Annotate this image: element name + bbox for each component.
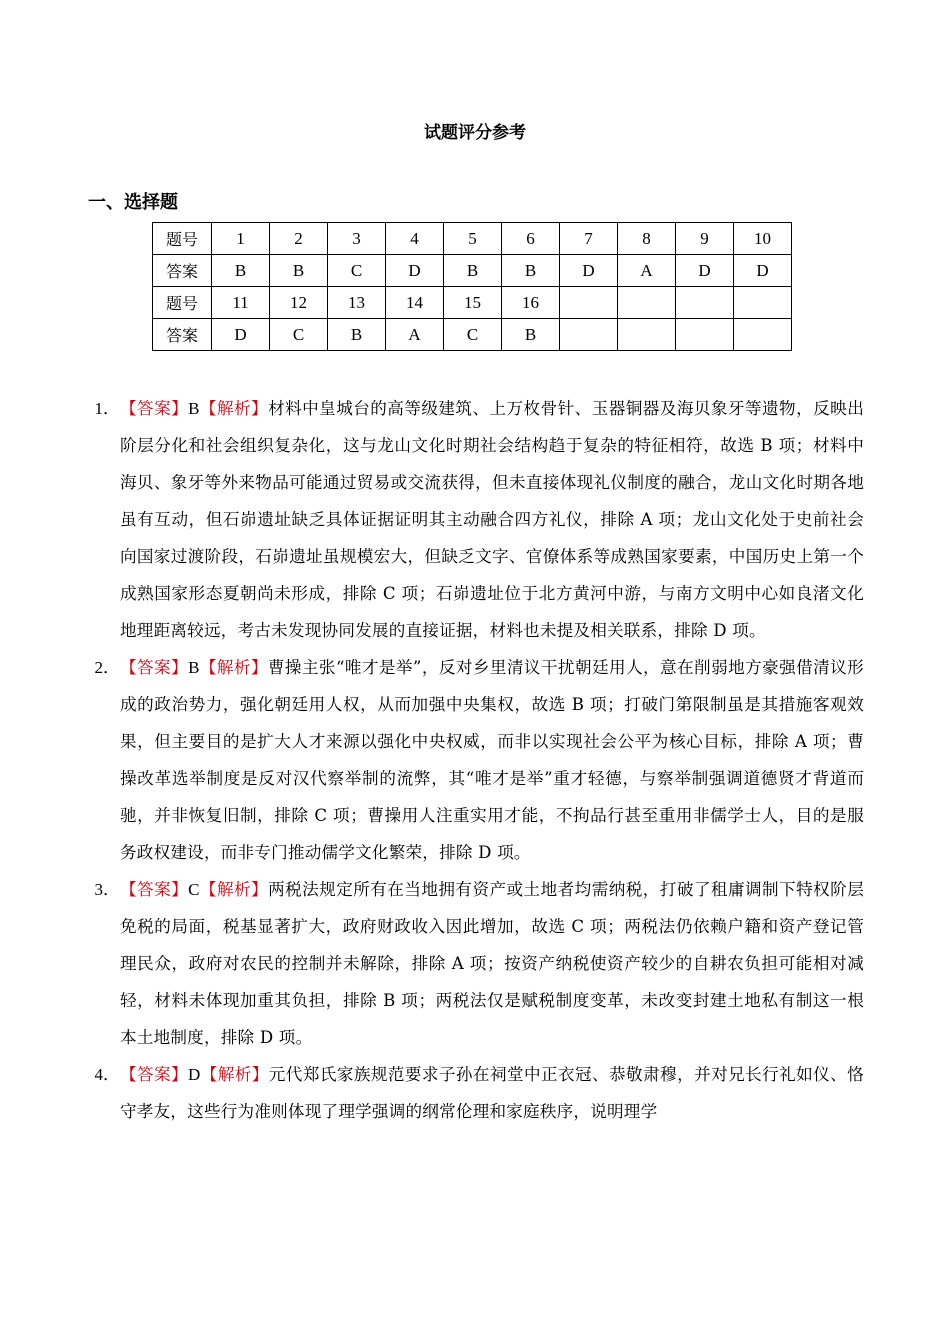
table-cell: 13 bbox=[328, 287, 386, 319]
table-cell: 3 bbox=[328, 223, 386, 255]
row-label: 题号 bbox=[153, 287, 212, 319]
table-cell: D bbox=[734, 255, 792, 287]
table-cell: 11 bbox=[212, 287, 270, 319]
row-label: 答案 bbox=[153, 255, 212, 287]
table-row bbox=[153, 287, 792, 319]
table-cell: C bbox=[328, 255, 386, 287]
analysis-tag: 【解析】 bbox=[199, 399, 269, 418]
table-cell bbox=[618, 287, 676, 319]
answer-letter: C bbox=[188, 880, 200, 899]
table-cell bbox=[734, 287, 792, 319]
page-title: 试题评分参考 bbox=[424, 123, 526, 143]
answer-letter: D bbox=[188, 1065, 201, 1084]
table-cell: D bbox=[386, 255, 444, 287]
table-cell: 4 bbox=[386, 223, 444, 255]
table-cell: D bbox=[676, 255, 734, 287]
table-cell: 14 bbox=[386, 287, 444, 319]
table-cell: B bbox=[502, 255, 560, 287]
table-cell: C bbox=[270, 319, 328, 351]
table-cell: B bbox=[270, 255, 328, 287]
answer-tag: 【答案】 bbox=[120, 399, 189, 418]
table-cell bbox=[676, 319, 734, 351]
row-label: 题号 bbox=[153, 223, 212, 255]
analysis-tag: 【解析】 bbox=[200, 1065, 269, 1084]
analysis-text: 曹操主张“唯才是举”，反对乡里清议干扰朝廷用人，意在削弱地方豪强借清议形成的政治势力，强化朝廷用人权，从而加强中央集权，故选 B 项；打破门第限制虽是其措施客观效果，但主要目的是扩大人才来源以强化中央权威，而非以实现社会公平为核心目标，排除 A 项；曹操改革选举制度是反对汉代察举制的流弊，其“唯才是举”重才轻德，与察举制强调道德贤才背道而驰，并非恢复旧制，排除 C 项；曹操用人注重实用才能，不拘品行甚至重用非儒学士人，目的是服务政权建设，而非专门推动儒学文化繁荣，排除 D 项。 bbox=[120, 658, 864, 862]
explanation-list bbox=[88, 390, 864, 1130]
table-cell: 5 bbox=[444, 223, 502, 255]
answer-tag: 【答案】 bbox=[120, 880, 189, 899]
analysis-tag: 【解析】 bbox=[199, 880, 269, 899]
table-cell: A bbox=[618, 255, 676, 287]
list-item bbox=[88, 1056, 864, 1130]
table-cell: 12 bbox=[270, 287, 328, 319]
table-cell bbox=[560, 319, 618, 351]
section-heading: 一、选择题 bbox=[88, 192, 178, 213]
list-item bbox=[88, 649, 864, 871]
table-row bbox=[153, 223, 792, 255]
item-body bbox=[120, 390, 864, 649]
list-item bbox=[88, 390, 864, 649]
answer-letter: B bbox=[188, 658, 200, 677]
table-cell: B bbox=[444, 255, 502, 287]
table-cell: 1 bbox=[212, 223, 270, 255]
table-cell: 2 bbox=[270, 223, 328, 255]
analysis-tag: 【解析】 bbox=[199, 658, 268, 677]
analysis-text: 材料中皇城台的高等级建筑、上万枚骨针、玉器铜器及海贝象牙等遗物，反映出阶层分化和社会组织复杂化，这与龙山文化时期社会结构趋于复杂的特征相符，故选 B 项；材料中海贝、象牙等外来物品可能通过贸易或交流获得，但未直接体现礼仪制度的融合，龙山文化时期各地虽有互动，但石峁遗址缺乏具体证据证明其主动融合四方礼仪，排除 A 项；龙山文化处于史前社会向国家过渡阶段，石峁遗址虽规模宏大，但缺乏文字、官僚体系等成熟国家要素，中国历史上第一个成熟国家形态夏朝尚未形成，排除 C 项；石峁遗址位于北方黄河中游，与南方文明中心如良渚文化地理距离较远，考古未发现协同发展的直接证据，材料也未提及相关联系，排除 D 项。 bbox=[120, 399, 864, 640]
item-number: 4． bbox=[94, 1065, 120, 1084]
table-cell: C bbox=[444, 319, 502, 351]
answer-tag: 【答案】 bbox=[120, 658, 189, 677]
answer-tag: 【答案】 bbox=[120, 1065, 189, 1084]
analysis-text: 两税法规定所有在当地拥有资产或土地者均需纳税，打破了租庸调制下特权阶层免税的局面，税基显著扩大，政府财政收入因此增加，故选 C 项；两税法仍依赖户籍和资产登记管理民众，政府对农民的控制并未解除，排除 A 项；按资产纳税使资产较少的自耕农负担可能相对减轻，材料未体现加重其负担，排除 B 项；两税法仅是赋税制度变革，未改变封建土地私有制这一根本土地制度，排除 D 项。 bbox=[120, 880, 864, 1047]
table-cell: 7 bbox=[560, 223, 618, 255]
item-number: 3． bbox=[94, 880, 120, 899]
table-cell: B bbox=[212, 255, 270, 287]
table-row bbox=[153, 319, 792, 351]
table-cell bbox=[676, 287, 734, 319]
table-cell: 10 bbox=[734, 223, 792, 255]
table-cell bbox=[734, 319, 792, 351]
item-number: 1． bbox=[94, 399, 120, 418]
answer-letter: B bbox=[188, 399, 200, 418]
table-cell: 9 bbox=[676, 223, 734, 255]
item-body bbox=[120, 1056, 864, 1130]
item-number: 2． bbox=[94, 658, 120, 677]
answer-table bbox=[152, 222, 792, 351]
table-cell: B bbox=[502, 319, 560, 351]
table-cell: 8 bbox=[618, 223, 676, 255]
table-row bbox=[153, 255, 792, 287]
table-cell: B bbox=[328, 319, 386, 351]
item-body bbox=[120, 871, 864, 1056]
table-cell: A bbox=[386, 319, 444, 351]
row-label: 答案 bbox=[153, 319, 212, 351]
list-item bbox=[88, 871, 864, 1056]
table-cell: 16 bbox=[502, 287, 560, 319]
table-cell: D bbox=[560, 255, 618, 287]
table-cell bbox=[560, 287, 618, 319]
table-cell bbox=[618, 319, 676, 351]
table-cell: 6 bbox=[502, 223, 560, 255]
item-body bbox=[120, 649, 864, 871]
table-cell: 15 bbox=[444, 287, 502, 319]
analysis-text: 元代郑氏家族规范要求子孙在祠堂中正衣冠、恭敬肃穆，并对兄长行礼如仪、恪守孝友，这些行为准则体现了理学强调的纲常伦理和家庭秩序，说明理学 bbox=[120, 1065, 864, 1121]
table-cell: D bbox=[212, 319, 270, 351]
